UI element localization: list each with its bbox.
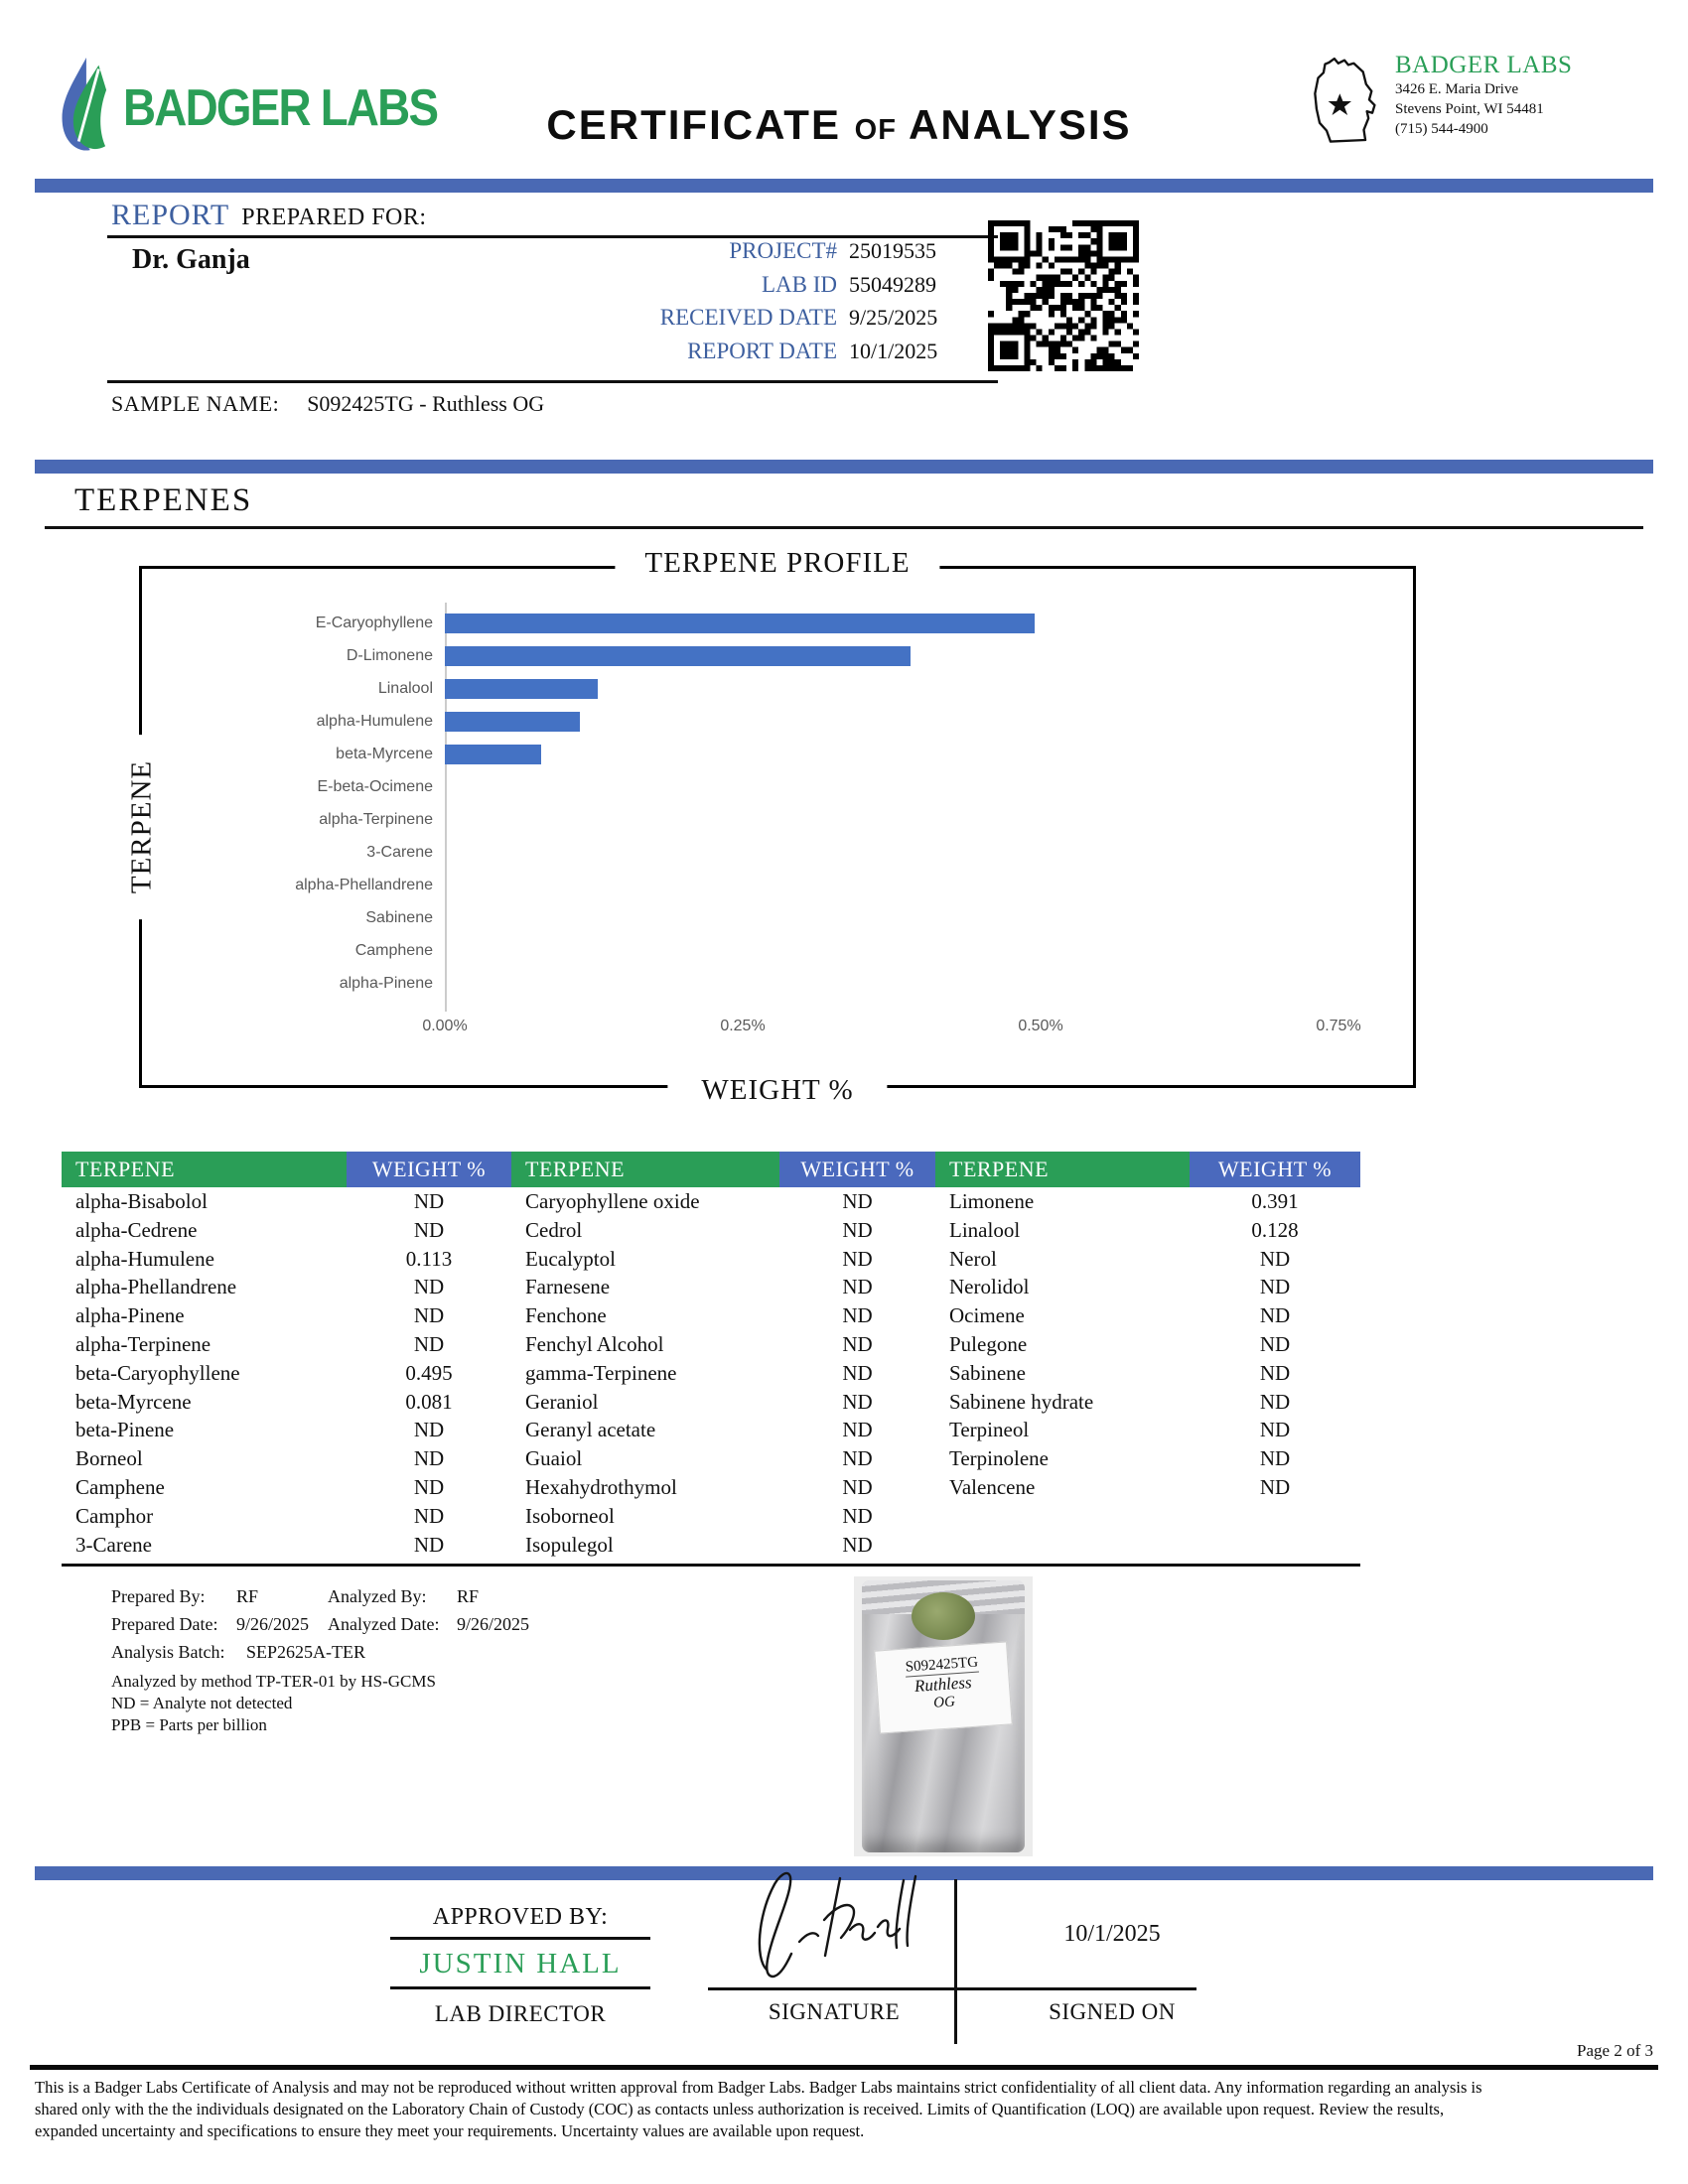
sample-pouch — [862, 1580, 1025, 1852]
table-cell-terpene: Borneol — [75, 1446, 143, 1471]
sample-photo — [854, 1576, 1033, 1856]
table-cell-terpene: Fenchyl Alcohol — [525, 1331, 664, 1356]
table-cell-terpene: Camphene — [75, 1474, 165, 1499]
table-cell-terpene: Eucalyptol — [525, 1246, 616, 1271]
field-row-lab-id — [496, 272, 1013, 306]
divider-bar-terpenes — [35, 460, 1653, 474]
table-cell-terpene: Guaiol — [525, 1446, 583, 1471]
chart-row — [142, 705, 1413, 738]
field-row-received-date — [496, 305, 1013, 339]
qr-code — [988, 220, 1139, 371]
footer-rule — [30, 2065, 1658, 2070]
table-cell-terpene: beta-Pinene — [75, 1418, 175, 1442]
signature-divider-line — [954, 1879, 957, 2044]
field-row-report-date — [496, 339, 1013, 372]
table-cell-terpene: Caryophyllene oxide — [525, 1189, 700, 1213]
chart-y-axis-label: TERPENE — [126, 735, 159, 919]
chart-row — [142, 803, 1413, 836]
table-cell-weight: ND — [1259, 1331, 1291, 1356]
sample-name-label: SAMPLE NAME: — [111, 391, 280, 416]
table-cell-terpene: alpha-Bisabolol — [75, 1189, 208, 1213]
table-cell-terpene: 3-Carene — [75, 1532, 152, 1557]
table-cell-terpene: Geraniol — [525, 1389, 599, 1414]
table-cell-weight: ND — [413, 1189, 445, 1213]
analyzed-by-value: RF — [457, 1586, 480, 1606]
section-title-rule — [45, 526, 1643, 529]
chart-x-ticks — [142, 1018, 1413, 1037]
table-cell-terpene: Farnesene — [525, 1275, 611, 1299]
table-cell-weight: ND — [842, 1446, 873, 1471]
chart-category-label: D-Limonene — [346, 646, 433, 664]
brand-logo — [56, 58, 480, 158]
prepared-date-value: 9/26/2025 — [236, 1614, 310, 1634]
table-cell-terpene: Nerol — [949, 1246, 997, 1271]
table-cell-weight: ND — [842, 1275, 873, 1299]
table-cell-weight: ND — [413, 1217, 445, 1242]
approved-by-rule — [390, 1937, 650, 1940]
approver-title: LAB DIRECTOR — [434, 2001, 607, 2026]
table-cell-terpene: alpha-Cedrene — [75, 1217, 198, 1242]
chart-bar — [445, 614, 1035, 633]
table-cell-terpene: Valencene — [949, 1474, 1036, 1499]
signature — [745, 1858, 923, 1985]
sample-pouch-label — [874, 1641, 1013, 1733]
chart-row — [142, 869, 1413, 901]
chart-category-label: alpha-Humulene — [316, 712, 433, 730]
project-label: PROJECT# — [729, 238, 837, 263]
nd-note: ND = Analyte not detected — [111, 1694, 293, 1712]
signature-rule — [708, 1987, 1196, 1990]
table-header-terpene: TERPENE — [935, 1152, 1190, 1187]
table-cell-weight: ND — [413, 1474, 445, 1499]
chart-row — [142, 770, 1413, 803]
table-cell-terpene: Hexahydrothymol — [525, 1474, 677, 1499]
page-title-word: CERTIFICATE — [546, 101, 841, 148]
chart-category-label: Camphene — [354, 941, 433, 959]
lab-phone: (715) 544-4900 — [1395, 121, 1488, 137]
cannabis-bud — [912, 1592, 975, 1640]
table-cell-terpene: Sabinene — [949, 1360, 1026, 1385]
report-prepared-for-heading — [111, 199, 427, 232]
table-cell-terpene: gamma-Terpinene — [525, 1360, 677, 1385]
chart-row — [142, 836, 1413, 869]
page-indicator: Page 2 of 3 — [1577, 2041, 1653, 2060]
chart-row — [142, 934, 1413, 967]
chart-row — [142, 639, 1413, 672]
terpene-table — [62, 1152, 1360, 1559]
table-cell-terpene: Isoborneol — [525, 1503, 615, 1528]
prepared-for-word: PREPARED FOR: — [241, 205, 427, 230]
table-cell-terpene: Sabinene hydrate — [949, 1389, 1094, 1414]
table-cell-weight: ND — [1259, 1418, 1291, 1442]
chart-row — [142, 607, 1413, 639]
chart-x-axis-label: WEIGHT % — [667, 1074, 887, 1107]
table-cell-weight: ND — [413, 1446, 445, 1471]
table-cell-weight: ND — [842, 1303, 873, 1328]
chart-x-tick-label: 0.50% — [1018, 1018, 1063, 1034]
table-cell-terpene: alpha-Pinene — [75, 1303, 185, 1328]
field-row-project — [496, 238, 1013, 272]
table-cell-weight: ND — [842, 1389, 873, 1414]
signed-on-caption: SIGNED ON — [1049, 1999, 1176, 2024]
section-title-terpenes: TERPENES — [74, 482, 253, 518]
table-cell-weight: ND — [413, 1275, 445, 1299]
table-cell-weight: 0.113 — [405, 1246, 453, 1271]
chart-category-label: beta-Myrcene — [336, 745, 433, 762]
analysis-batch-label: Analysis Batch: — [111, 1642, 225, 1662]
table-cell-terpene: Isopulegol — [525, 1532, 614, 1557]
lab-address-line2: Stevens Point, WI 54481 — [1395, 101, 1544, 117]
table-cell-weight: 0.081 — [405, 1389, 453, 1414]
table-cell-weight: ND — [1259, 1389, 1291, 1414]
table-cell-terpene: beta-Caryophyllene — [75, 1360, 240, 1385]
brand-logo-text: BADGER LABS — [123, 78, 438, 137]
table-cell-weight: 0.391 — [1251, 1189, 1299, 1213]
signature-caption: SIGNATURE — [768, 1999, 901, 2024]
chart-category-label: E-beta-Ocimene — [317, 777, 433, 795]
page-title-word: ANALYSIS — [909, 101, 1132, 148]
table-cell-weight: ND — [1259, 1303, 1291, 1328]
footer-disclaimer: This is a Badger Labs Certificate of Analysis and may not be reproduced without written approval from Badger Labs. Badger Labs maintains strict confidentiality of all client data. Any information regarding an analysis is shared only with the the individuals designated on the Laboratory Chain of Custody (COC) as contacts unless authorization is received. Limits of Quantification (LOQ) are available upon request. Review the results, expanded uncertainty and specifications to ensure they meet your requirements. Uncertainty values are available upon request. — [35, 2078, 1482, 2140]
table-cell-terpene: Cedrol — [525, 1217, 583, 1242]
table-cell-terpene: beta-Myrcene — [75, 1389, 192, 1414]
table-cell-weight: ND — [413, 1503, 445, 1528]
chart-category-label: Linalool — [377, 679, 433, 697]
report-fields — [496, 238, 1013, 371]
lab-name: BADGER LABS — [1395, 52, 1573, 78]
table-cell-terpene: alpha-Terpinene — [75, 1331, 211, 1356]
wisconsin-state-icon — [1306, 52, 1383, 156]
chart-row — [142, 672, 1413, 705]
signed-date: 10/1/2025 — [1063, 1921, 1161, 1947]
table-header-terpene: TERPENE — [511, 1152, 779, 1187]
chart-category-label: Sabinene — [365, 908, 433, 926]
lab-address-line1: 3426 E. Maria Drive — [1395, 81, 1519, 97]
analysis-batch-value: SEP2625A-TER — [246, 1642, 366, 1662]
table-cell-weight: ND — [842, 1474, 873, 1499]
pouch-label-id: S092425TG — [905, 1654, 979, 1676]
lab-id-value: 55049289 — [849, 271, 936, 297]
prepared-by-value: RF — [236, 1586, 259, 1606]
table-header-weight: WEIGHT % — [1190, 1152, 1360, 1187]
table-cell-terpene: Nerolidol — [949, 1275, 1030, 1299]
approver-name-rule — [390, 1986, 650, 1989]
table-cell-weight: 0.495 — [405, 1360, 453, 1385]
chart-bar — [445, 712, 580, 732]
chart-category-label: E-Caryophyllene — [315, 614, 433, 631]
ppb-note: PPB = Parts per billion — [111, 1715, 267, 1734]
table-cell-terpene: Terpineol — [949, 1418, 1030, 1442]
lab-contact-block — [1306, 52, 1572, 156]
table-cell-terpene: Ocimene — [949, 1303, 1025, 1328]
report-date-value: 10/1/2025 — [849, 338, 938, 363]
chart-category-label: alpha-Terpinene — [319, 810, 433, 828]
table-cell-terpene: Geranyl acetate — [525, 1418, 656, 1442]
table-cell-weight: ND — [842, 1189, 873, 1213]
chart-category-label: alpha-Pinene — [339, 974, 433, 992]
page-title-of: OF — [854, 114, 897, 146]
method-note: Analyzed by method TP-TER-01 by HS-GCMS — [111, 1672, 436, 1691]
chart-row — [142, 738, 1413, 770]
table-cell-weight: ND — [413, 1418, 445, 1442]
table-cell-weight: ND — [842, 1532, 873, 1557]
table-cell-weight: ND — [842, 1418, 873, 1442]
table-cell-terpene: Linalool — [949, 1217, 1021, 1242]
table-cell-weight: ND — [842, 1217, 873, 1242]
analyzed-by-label: Analyzed By: — [328, 1586, 427, 1606]
approval-block — [390, 1904, 650, 2027]
table-cell-terpene: alpha-Phellandrene — [75, 1275, 237, 1299]
client-name: Dr. Ganja — [132, 244, 250, 275]
received-date-label: RECEIVED DATE — [659, 305, 837, 330]
chart-x-tick-label: 0.25% — [720, 1018, 766, 1034]
chart-x-tick-label: 0.75% — [1316, 1018, 1361, 1034]
chart-row — [142, 967, 1413, 1000]
chart-category-label: 3-Carene — [366, 843, 433, 861]
lab-id-label: LAB ID — [761, 271, 837, 297]
chart-bar — [445, 679, 598, 699]
table-header-weight: WEIGHT % — [779, 1152, 935, 1187]
table-cell-weight: 0.128 — [1251, 1217, 1299, 1242]
table-cell-weight: ND — [842, 1246, 873, 1271]
table-cell-weight — [1190, 1531, 1360, 1560]
chart-plot-area — [142, 569, 1413, 1085]
table-cell-weight: ND — [842, 1331, 873, 1356]
table-cell-weight: ND — [1259, 1474, 1291, 1499]
table-cell-terpene: Fenchone — [525, 1303, 607, 1328]
table-cell-weight: ND — [842, 1360, 873, 1385]
sample-name-row — [111, 391, 544, 417]
table-cell-weight: ND — [1259, 1446, 1291, 1471]
prepared-date-label: Prepared Date: — [111, 1614, 218, 1634]
prepared-by-label: Prepared By: — [111, 1586, 206, 1606]
chart-category-label: alpha-Phellandrene — [295, 876, 433, 893]
divider-bar-top — [35, 179, 1653, 193]
chart-x-tick-label: 0.00% — [422, 1018, 468, 1034]
analyzed-date-label: Analyzed Date: — [328, 1614, 440, 1634]
table-bottom-rule — [62, 1564, 1360, 1567]
chart-bar — [445, 646, 911, 666]
analyzed-date-value: 9/26/2025 — [457, 1614, 530, 1634]
report-word: REPORT — [111, 199, 230, 231]
sample-name-rule — [107, 380, 998, 383]
table-cell-weight: ND — [413, 1331, 445, 1356]
sample-name-value: S092425TG - Ruthless OG — [307, 391, 545, 416]
project-value: 25019535 — [849, 238, 936, 263]
table-cell-weight: ND — [413, 1532, 445, 1557]
table-cell-weight: ND — [1259, 1360, 1291, 1385]
chart-title: TERPENE PROFILE — [615, 547, 939, 580]
table-header-weight: WEIGHT % — [347, 1152, 511, 1187]
table-cell-terpene — [935, 1531, 1190, 1560]
table-cell-terpene: Limonene — [949, 1189, 1035, 1213]
table-cell-terpene: Terpinolene — [949, 1446, 1049, 1471]
table-cell-weight: ND — [1259, 1275, 1291, 1299]
chart-row — [142, 901, 1413, 934]
approver-name: JUSTIN HALL — [419, 1948, 622, 1979]
table-header-terpene: TERPENE — [62, 1152, 347, 1187]
chart-bar — [445, 745, 541, 764]
page-title — [496, 101, 1182, 149]
table-cell-terpene — [935, 1502, 1190, 1531]
table-cell-weight: ND — [1259, 1246, 1291, 1271]
received-date-value: 9/25/2025 — [849, 305, 938, 330]
report-date-label: REPORT DATE — [687, 338, 837, 363]
table-cell-terpene: Camphor — [75, 1503, 154, 1528]
table-cell-weight: ND — [842, 1503, 873, 1528]
pouch-label-strain2: OG — [932, 1694, 956, 1711]
table-cell-weight — [1190, 1502, 1360, 1531]
table-cell-terpene: alpha-Humulene — [75, 1246, 214, 1271]
table-cell-terpene: Pulegone — [949, 1331, 1028, 1356]
chart-rows — [142, 607, 1413, 1000]
terpene-profile-chart — [125, 547, 1416, 1106]
approved-by-label: APPROVED BY: — [432, 1904, 609, 1930]
pouch-label-strain: Ruthless — [914, 1673, 973, 1696]
table-cell-weight: ND — [413, 1303, 445, 1328]
leaf-logo-icon — [56, 58, 113, 158]
